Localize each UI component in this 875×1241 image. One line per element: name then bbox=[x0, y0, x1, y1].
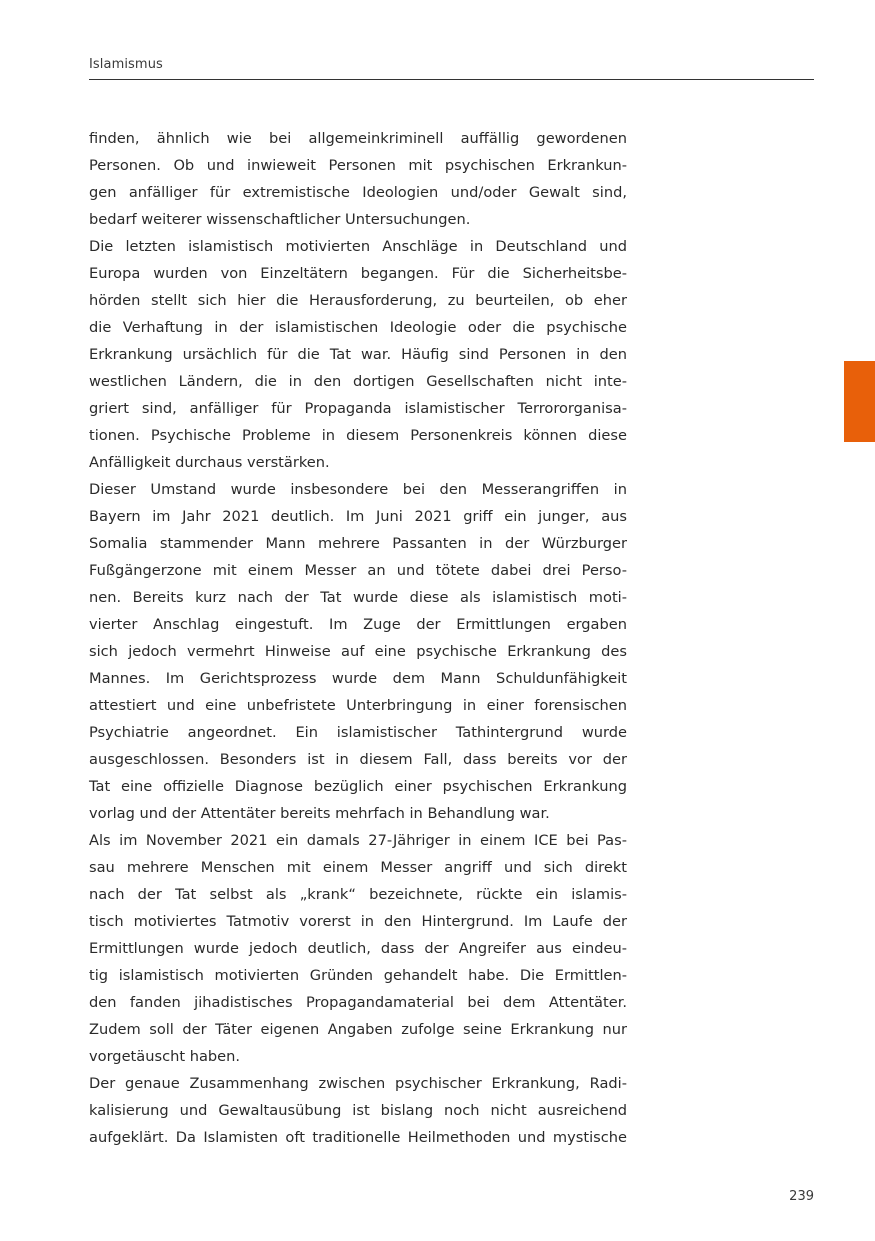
text-line: Anfälligkeit durchaus verstärken. bbox=[89, 454, 330, 471]
text-line: Zudem soll der Täter eigenen Angaben zufolge seine Erkrankung nur bbox=[89, 1021, 627, 1038]
text-line: kalisierung und Gewaltausübung ist bislang noch nicht ausreichend bbox=[89, 1102, 627, 1119]
text-line: Mannes. Im Gerichtsprozess wurde dem Mann Schuldunfähigkeit bbox=[89, 670, 627, 687]
running-header: Islamismus bbox=[89, 57, 163, 72]
text-line: westlichen Ländern, die in den dortigen Gesellschaften nicht inte- bbox=[89, 373, 627, 390]
text-line: vorgetäuscht haben. bbox=[89, 1048, 241, 1065]
text-line: bedarf weiterer wissenschaftlicher Untersuchungen. bbox=[89, 211, 471, 228]
text-line: Ermittlungen wurde jedoch deutlich, dass der Angreifer aus eindeu- bbox=[89, 940, 627, 957]
text-line: Dieser Umstand wurde insbesondere bei den Messerangriffen in bbox=[89, 481, 627, 498]
text-line: Bayern im Jahr 2021 deutlich. Im Juni 2021 griff ein junger, aus bbox=[89, 508, 627, 525]
text-line: sau mehrere Menschen mit einem Messer angriff und sich direkt bbox=[89, 859, 627, 876]
text-line: tig islamistisch motivierten Gründen gehandelt habe. Die Ermittlen- bbox=[89, 967, 627, 984]
text-line: ausgeschlossen. Besonders ist in diesem Fall, dass bereits vor der bbox=[89, 751, 627, 768]
text-line: Fußgängerzone mit einem Messer an und tötete dabei drei Perso- bbox=[89, 562, 627, 579]
text-line: griert sind, anfälliger für Propaganda islamistischer Terrororganisa- bbox=[89, 400, 627, 417]
text-line: Personen. Ob und inwieweit Personen mit psychischen Erkrankun- bbox=[89, 157, 627, 174]
body-text bbox=[89, 125, 627, 1151]
text-line: Der genaue Zusammenhang zwischen psychischer Erkrankung, Radi- bbox=[89, 1075, 627, 1092]
text-line: nen. Bereits kurz nach der Tat wurde diese als islamistisch moti- bbox=[89, 589, 627, 606]
text-line: attestiert und eine unbefristete Unterbringung in einer forensischen bbox=[89, 697, 627, 714]
text-line: Die letzten islamistisch motivierten Anschläge in Deutschland und bbox=[89, 238, 627, 255]
text-line: nach der Tat selbst als „krank“ bezeichnete, rückte ein islamis- bbox=[89, 886, 627, 903]
text-line: tisch motiviertes Tatmotiv vorerst in den Hintergrund. Im Laufe der bbox=[89, 913, 627, 930]
text-line: den fanden jihadistisches Propagandamaterial bei dem Attentäter. bbox=[89, 994, 627, 1011]
text-line: Als im November 2021 ein damals 27-Jähriger in einem ICE bei Pas- bbox=[89, 832, 627, 849]
text-line: aufgeklärt. Da Islamisten oft traditionelle Heilmethoden und mystische bbox=[89, 1129, 627, 1146]
text-line: Erkrankung ursächlich für die Tat war. Häufig sind Personen in den bbox=[89, 346, 627, 363]
text-line: vorlag und der Attentäter bereits mehrfach in Behandlung war. bbox=[89, 805, 550, 822]
text-line: Psychiatrie angeordnet. Ein islamistischer Tathintergrund wurde bbox=[89, 724, 627, 741]
text-line: hörden stellt sich hier die Herausforderung, zu beurteilen, ob eher bbox=[89, 292, 627, 309]
text-line: finden, ähnlich wie bei allgemeinkriminell auffällig gewordenen bbox=[89, 130, 627, 147]
text-line: die Verhaftung in der islamistischen Ideologie oder die psychische bbox=[89, 319, 627, 336]
text-line: vierter Anschlag eingestuft. Im Zuge der Ermittlungen ergaben bbox=[89, 616, 627, 633]
text-line: Europa wurden von Einzeltätern begangen. Für die Sicherheitsbe- bbox=[89, 265, 627, 282]
text-line: gen anfälliger für extremistische Ideologien und/oder Gewalt sind, bbox=[89, 184, 627, 201]
text-line: tionen. Psychische Probleme in diesem Personenkreis können diese bbox=[89, 427, 627, 444]
chapter-tab-marker bbox=[844, 361, 875, 442]
text-line: Somalia stammender Mann mehrere Passanten in der Würzburger bbox=[89, 535, 627, 552]
page-number: 239 bbox=[789, 1189, 814, 1204]
text-line: sich jedoch vermehrt Hinweise auf eine psychische Erkrankung des bbox=[89, 643, 627, 660]
text-line: Tat eine offizielle Diagnose bezüglich einer psychischen Erkrankung bbox=[89, 778, 627, 795]
header-rule bbox=[89, 79, 814, 80]
